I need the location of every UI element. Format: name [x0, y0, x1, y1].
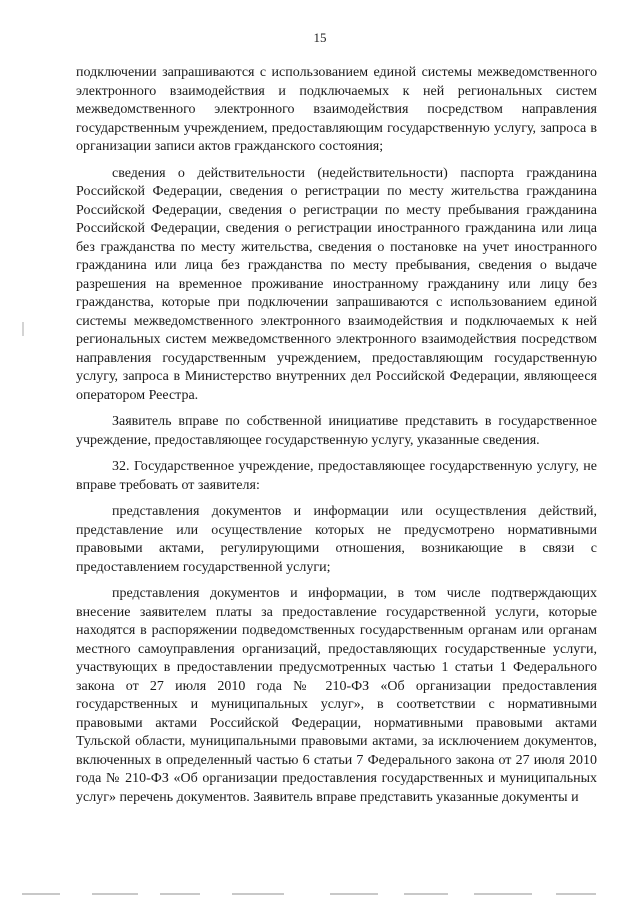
scan-artifact-bottom [0, 893, 640, 899]
paragraph-clause-32: 32. Государственное учреждение, предоставляющее государственную услугу, не вправе требовать от заявителя: [76, 459, 597, 493]
document-body [76, 64, 597, 815]
paragraph-documents-information: представления документов и информации, в том числе подтверждающих внесение заявителем платы за предоставление государственной услуги, которые находятся в распоряжении подведомственных государственным органам или органам местного самоуправления организаций, предоставляющих государственные услуги, участвующих в предоставлении предусмотренных частью 1 статьи 1 Федерального закона от 27 июля 2010 года № 210-ФЗ «Об организации предоставления государственных и муниципальных услуг», в соответствии с нормативными правовыми актами Российской Федерации, нормативными правовыми актами Тульской области, муниципальными правовыми актами, за исключением документов, включенных в определенный частью 6 статьи 7 Федерального закона от 27 июля 2010 года № 210-ФЗ «Об организации предоставления государственных и муниципальных услуг» перечень документов. Заявитель вправе представить указанные документы и [76, 586, 597, 805]
paragraph-continuation: подключении запрашиваются с использованием единой системы межведомственного электронного взаимодействия и подключаемых к ней региональных систем межведомственного электронного взаимодействия посредством направления государственным учреждением, предоставляющим государственную услугу, запроса в организации записи актов гражданского состояния; [76, 65, 597, 154]
paragraph-applicant-right: Заявитель вправе по собственной инициативе представить в государственное учреждение, предоставляющее государственную услугу, указанные сведения. [76, 414, 597, 448]
paragraph-documents-actions: представления документов и информации или осуществления действий, представление или осуществление которых не предусмотрено нормативными правовыми актами, регулирующими отношения, возникающие в связи с предоставлением государственной услуги; [76, 504, 597, 575]
page-number: 15 [313, 30, 327, 45]
paragraph-passport-info: сведения о действительности (недействительности) паспорта гражданина Российской Федерации, сведения о регистрации по месту жительства гражданина Российской Федерации, сведения о регистрации по месту пребывания гражданина Российской Федерации, сведения о регистрации иностранного гражданина или лица без гражданства по месту жительства, сведения о постановке на учет иностранного гражданина или лица без гражданства по месту пребывания, сведения о выдаче разрешения на временное проживание иностранному гражданину или лицу без гражданства, которые при подключении запрашиваются с использованием единой системы межведомственного электронного взаимодействия и подключаемых к ней региональных систем межведомственного электронного взаимодействия посредством направления государственным учреждением, предоставляющим государственную услугу, запроса в Министерство внутренних дел Российской Федерации, являющееся оператором Реестра. [76, 165, 597, 403]
scan-artifact-left [22, 322, 24, 336]
